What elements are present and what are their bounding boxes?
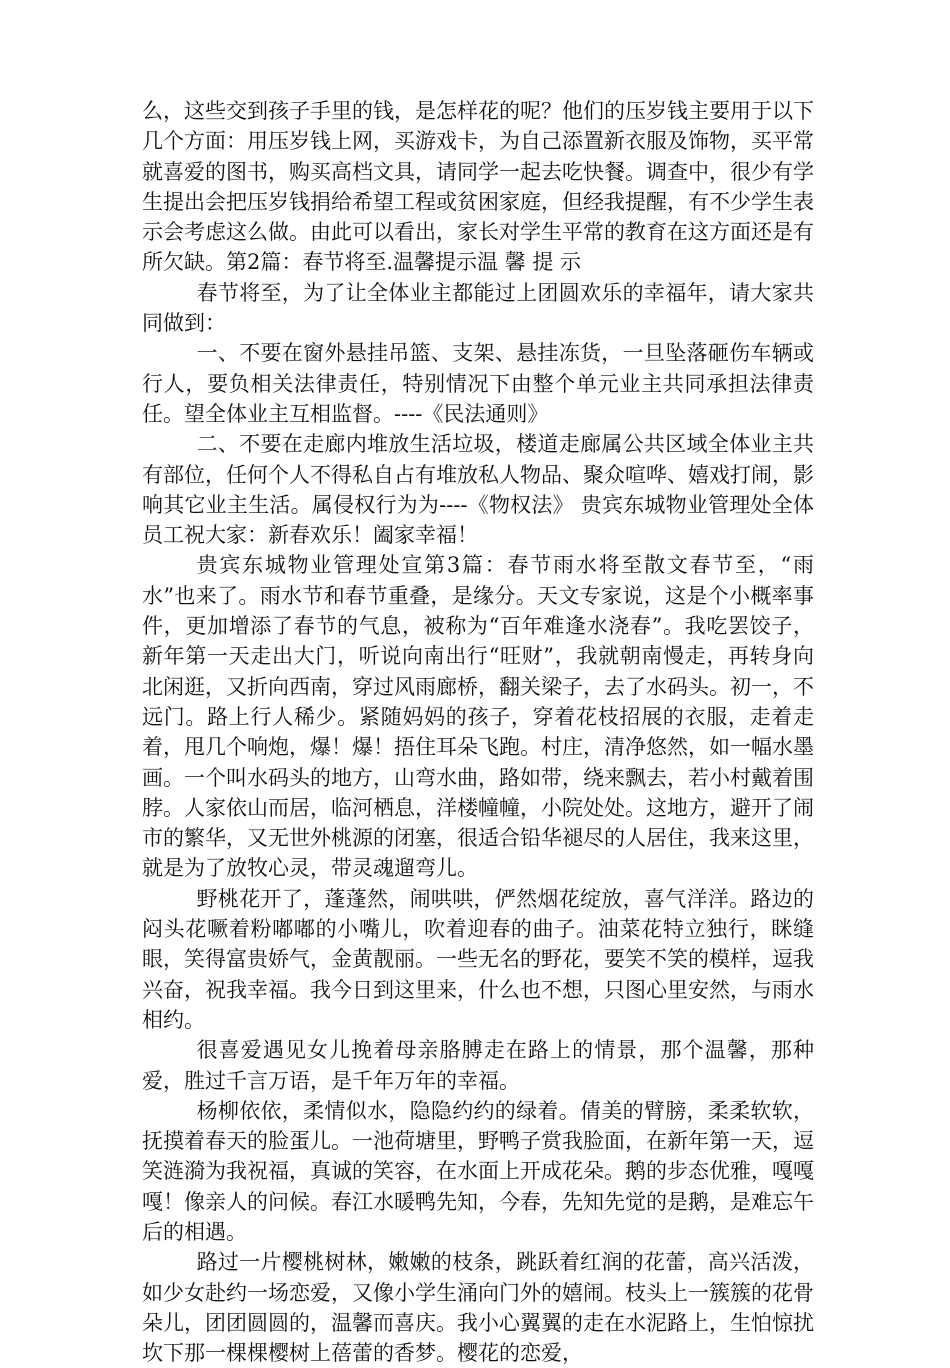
paragraph-notice-intro: 春节将至，为了让全体业主都能过上团圆欢乐的幸福年，请大家共同做到：: [142, 280, 814, 336]
paragraph-rule-one: 一、不要在窗外悬挂吊篮、支架、悬挂冻货，一旦坠落砸伤车辆或行人，要负相关法律责任，特别情况下由整个单元业主共同承担法律责任。望全体业主互相监督。----《民法通则》: [142, 341, 814, 426]
paragraph-daughter: 很喜爱遇见女儿挽着母亲胳膊走在路上的情景，那个温馨，那种爱，胜过千言万语，是千年万年的幸福。: [142, 1038, 814, 1093]
document-body: [142, 96, 814, 1368]
paragraph-cherry: 路过一片樱桃树林，嫩嫩的枝条，跳跃着红润的花蕾，高兴活泼，如少女赴约一场恋爱，又像小学生涌向门外的嬉闹。枝头上一簇簇的花骨朵儿，团团圆圆的，温馨而喜庆。我小心翼翼的走在水泥路上，生怕惊扰坎下那一棵棵樱树上蓓蕾的香梦。樱花的恋爱，: [142, 1250, 814, 1366]
paragraph-peach-blossom: 野桃花开了，蓬蓬然，闹哄哄，俨然烟花绽放，喜气洋洋。路边的闷头花噘着粉嘟嘟的小嘴儿，吹着迎春的曲子。油菜花特立独行，眯缝眼，笑得富贵娇气，金黄靓丽。一些无名的野花，要笑不笑的模样，逗我兴奋，祝我幸福。我今日到这里来，什么也不想，只图心里安然，与雨水相约。: [142, 886, 814, 1032]
paragraph-essay-opening: 贵宾东城物业管理处宣第3篇：春节雨水将至散文春节至，“雨水”也来了。雨水节和春节重叠，是缘分。天文专家说，这是个小概率事件，更加增添了春节的气息，被称为“百年难逢水浇春”。我吃罢饺子，新年第一天走出大门，听说向南出行“旺财”，我就朝南慢走，再转身向北闲逛，又折向西南，穿过风雨廊桥，翻关梁子，去了水码头。初一，不远门。路上行人稀少。紧随妈妈的孩子，穿着花枝招展的衣服，走着走着，甩几个响炮，爆！爆！捂住耳朵飞跑。村庄，清净悠然，如一幅水墨画。一个叫水码头的地方，山弯水曲，路如带，绕来飘去，若小村戴着围脖。人家依山而居，临河栖息，洋楼幢幢，小院处处。这地方，避开了闹市的繁华，又无世外桃源的闭塞，很适合铅华褪尽的人居住，我来这里，就是为了放牧心灵，带灵魂遛弯儿。: [142, 553, 814, 881]
paragraph-continuation: 么，这些交到孩子手里的钱，是怎样花的呢？他们的压岁钱主要用于以下几个方面：用压岁钱上网，买游戏卡，为自己添置新衣服及饰物，买平常就喜爱的图书，购买高档文具，请同学一起去吃快餐。调查中，很少有学生提出会把压岁钱捐给希望工程或贫困家庭，但经我提醒，有不少学生表示会考虑这么做。由此可以看出，家长对学生平常的教育在这方面还是有所欠缺。第2篇：春节将至.温馨提示温 馨 提 示: [142, 99, 814, 275]
paragraph-willow: 杨柳依依，柔情似水，隐隐约约的绿着。倩美的臂膀，柔柔软软，抚摸着春天的脸蛋儿。一池荷塘里，野鸭子赏我脸面，在新年第一天，逗笑涟漪为我祝福，真诚的笑容，在水面上开成花朵。鹅的步态优雅，嘎嘎嘎！像亲人的问候。春江水暖鸭先知，今春，先知先觉的是鹅，是难忘午后的相遇。: [142, 1098, 814, 1244]
paragraph-rule-two: 二、不要在走廊内堆放生活垃圾，楼道走廊属公共区域全体业主共有部位，任何个人不得私自占有堆放私人物品、聚众喧哗、嬉戏打闹，影响其它业主生活。属侵权行为为----《物权法》 贵宾东城物业管理处全体员工祝大家：新春欢乐！阖家幸福！: [142, 432, 814, 548]
